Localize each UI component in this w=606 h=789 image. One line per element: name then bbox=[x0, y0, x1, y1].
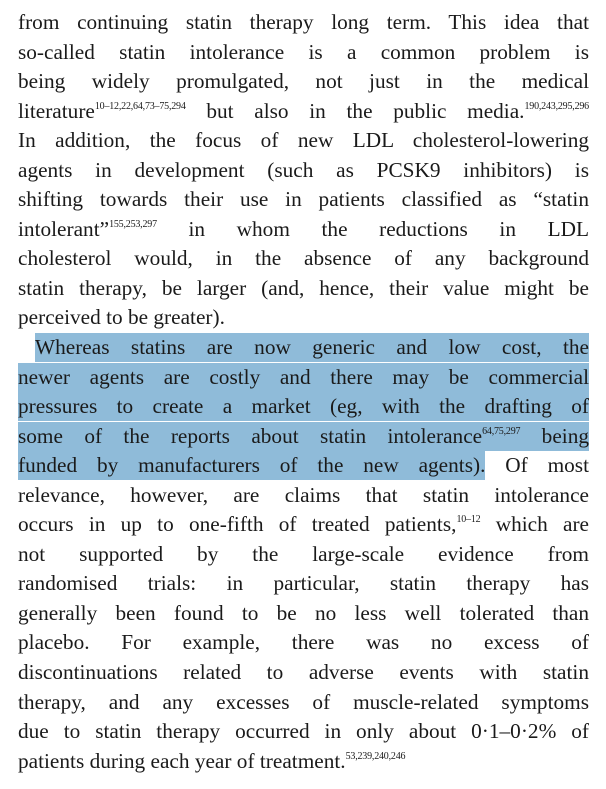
text-line: intolerant”$^{155,253,297}$ in whom the reductions in LDL bbox=[18, 216, 589, 241]
text-line: In addition, the focus of new LDL cholesterol-lowering bbox=[18, 128, 589, 153]
text-line: generally been found to be no less well tolerated than bbox=[18, 600, 589, 625]
text-line: funded by manufacturers of the new agents). Of most bbox=[18, 451, 589, 481]
text-line: being widely promulgated, not just in the medical bbox=[18, 69, 589, 94]
text-highlight[interactable]: Whereas statins are now generic and low cost, the bbox=[35, 333, 589, 362]
text-line: cholesterol would, in the absence of any background bbox=[18, 246, 589, 271]
text-line: relevance, however, are claims that statin intolerance bbox=[18, 482, 589, 507]
text-highlight[interactable]: pressures to create a market (eg, with the drafting of bbox=[18, 392, 589, 421]
text-line: perceived to be greater). bbox=[18, 305, 225, 330]
paragraph-2 bbox=[18, 333, 589, 776]
text-line: so-called statin intolerance is a common problem is bbox=[18, 39, 589, 64]
text-line: placebo. For example, there was no excess of bbox=[18, 630, 589, 655]
citation-superscript: 10–12 bbox=[456, 514, 481, 526]
text-line: literature$^{10-12,22,64,73-75,294}$ but also in the public media.$^{190,243,295,296}$ bbox=[18, 98, 589, 123]
citation-superscript: 53,239,240,246 bbox=[345, 750, 406, 762]
text-highlight[interactable]: newer agents are costly and there may be commercial bbox=[18, 363, 589, 392]
text-line: occurs in up to one-fifth of treated patients,$^{10-12}$ which are bbox=[18, 512, 589, 537]
text-line: statin therapy, be larger (and, hence, their value might be bbox=[18, 275, 589, 300]
text-line: randomised trials: in particular, statin therapy has bbox=[18, 571, 589, 596]
paragraph-1 bbox=[18, 8, 589, 333]
text-highlight[interactable]: some of the reports about statin intolerance$^{64,75,297}$ being bbox=[18, 422, 589, 451]
citation-superscript: 64,75,297 bbox=[482, 425, 521, 437]
citation-superscript: 155,253,297 bbox=[109, 218, 157, 230]
highlighted-line bbox=[18, 392, 589, 422]
text-line: due to statin therapy occurred in only about 0·1–0·2% of bbox=[18, 719, 589, 744]
highlighted-line bbox=[18, 363, 589, 393]
text-line: patients during each year of treatment.$^{53,239,240,246}$ bbox=[18, 748, 406, 773]
text-line: not supported by the large-scale evidence from bbox=[18, 541, 589, 566]
citation-superscript: 10–12,22,64,73–75,294 bbox=[94, 100, 186, 112]
text-line: shifting towards their use in patients classified as “statin bbox=[18, 187, 589, 212]
text-line: therapy, and any excesses of muscle-related symptoms bbox=[18, 689, 589, 714]
highlighted-line bbox=[18, 333, 589, 363]
text-line: agents in development (such as PCSK9 inhibitors) is bbox=[18, 157, 589, 182]
text-highlight[interactable]: funded by manufacturers of the new agents). bbox=[18, 451, 485, 480]
text-line: discontinuations related to adverse events with statin bbox=[18, 660, 589, 685]
text-line: from continuing statin therapy long term. This idea that bbox=[18, 10, 589, 34]
citation-superscript: 190,243,295,296 bbox=[524, 100, 589, 112]
highlighted-line bbox=[18, 422, 589, 452]
